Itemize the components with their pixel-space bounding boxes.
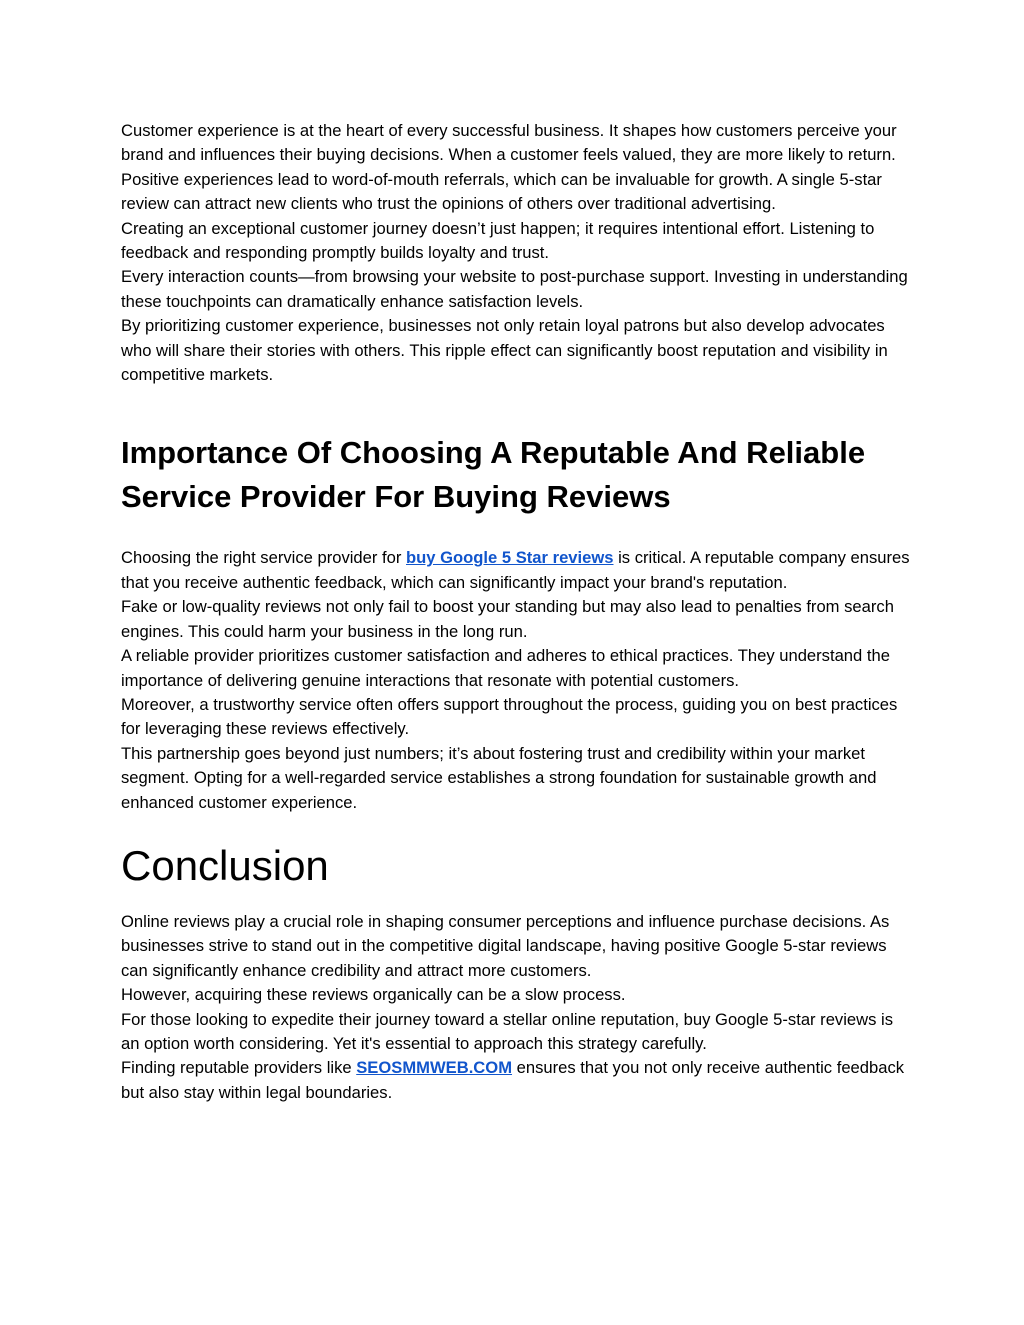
importance-paragraph-3: A reliable provider prioritizes customer satisfaction and adheres to ethical practices. They understand the importance of delivering genuine interactions that resonate with potential customers. [121,646,890,690]
importance-paragraph-2: Fake or low-quality reviews not only fail to boost your standing but may also lead to penalties from search engines. This could harm your business in the long run. [121,597,894,641]
conclusion-section [121,838,911,1105]
conclusion-heading: Conclusion [121,841,329,889]
buy-reviews-link[interactable]: buy Google 5 Star reviews [406,548,614,568]
intro-section [121,119,911,387]
conclusion-paragraph-4 [121,1056,911,1105]
importance-paragraph-5: This partnership goes beyond just numbers; it’s about fostering trust and credibility within your market segment. Opting for a well-regarded service establishes a strong foundation for sustainable growth and enhanced customer experience. [121,743,877,812]
importance-paragraph-1 [121,546,911,595]
importance-paragraph-1-before: Choosing the right service provider for [121,548,406,568]
conclusion-paragraph-4-after: ensures that you not only receive authentic feedback but also stay within legal boundaries. [121,1058,905,1102]
intro-paragraph-2: Positive experiences lead to word-of-mouth referrals, which can be invaluable for growth. A single 5-star review can attract new clients who trust the opinions of others over traditional advertising. [121,169,882,214]
intro-paragraph-3: Creating an exceptional customer journey doesn’t just happen; it requires intentional effort. Listening to feedback and responding promptly builds loyalty and trust. [121,218,875,263]
seosmmweb-link[interactable]: SEOSMMWEB.COM [356,1058,513,1078]
conclusion-paragraph-2: However, acquiring these reviews organically can be a slow process. [121,985,626,1005]
conclusion-paragraph-1: Online reviews play a crucial role in shaping consumer perceptions and influence purchase decisions. As businesses strive to stand out in the competitive digital landscape, having positive Google 5-star reviews can significantly enhance credibility and attract more customers. [121,911,890,980]
intro-paragraph-1: Customer experience is at the heart of every successful business. It shapes how customers perceive your brand and influences their buying decisions. When a customer feels valued, they are more likely to return. [121,121,897,165]
importance-heading: Importance Of Choosing A Reputable And Reliable Service Provider For Buying Reviews [121,435,866,515]
intro-paragraph-5: By prioritizing customer experience, businesses not only retain loyal patrons but also develop advocates who will share their stories with others. This ripple effect can significantly boost reputation and visibility in competitive markets. [121,316,888,385]
importance-paragraph-4: Moreover, a trustworthy service often offers support throughout the process, guiding you on best practices for leveraging these reviews effectively. [121,694,898,739]
importance-section [121,431,911,814]
conclusion-paragraph-4-before: Finding reputable providers like [121,1058,357,1078]
importance-paragraph-1-after: is critical. A reputable company ensures that you receive authentic feedback, which can significantly impact your brand's reputation. [121,548,910,592]
conclusion-paragraph-3: For those looking to expedite their journey toward a stellar online reputation, buy Google 5-star reviews is an option worth considering. Yet it's essential to approach this strategy carefully. [121,1009,894,1053]
document-page [121,119,911,1105]
intro-paragraph-4: Every interaction counts—from browsing your website to post-purchase support. Investing in understanding these touchpoints can dramatically enhance satisfaction levels. [121,267,908,311]
